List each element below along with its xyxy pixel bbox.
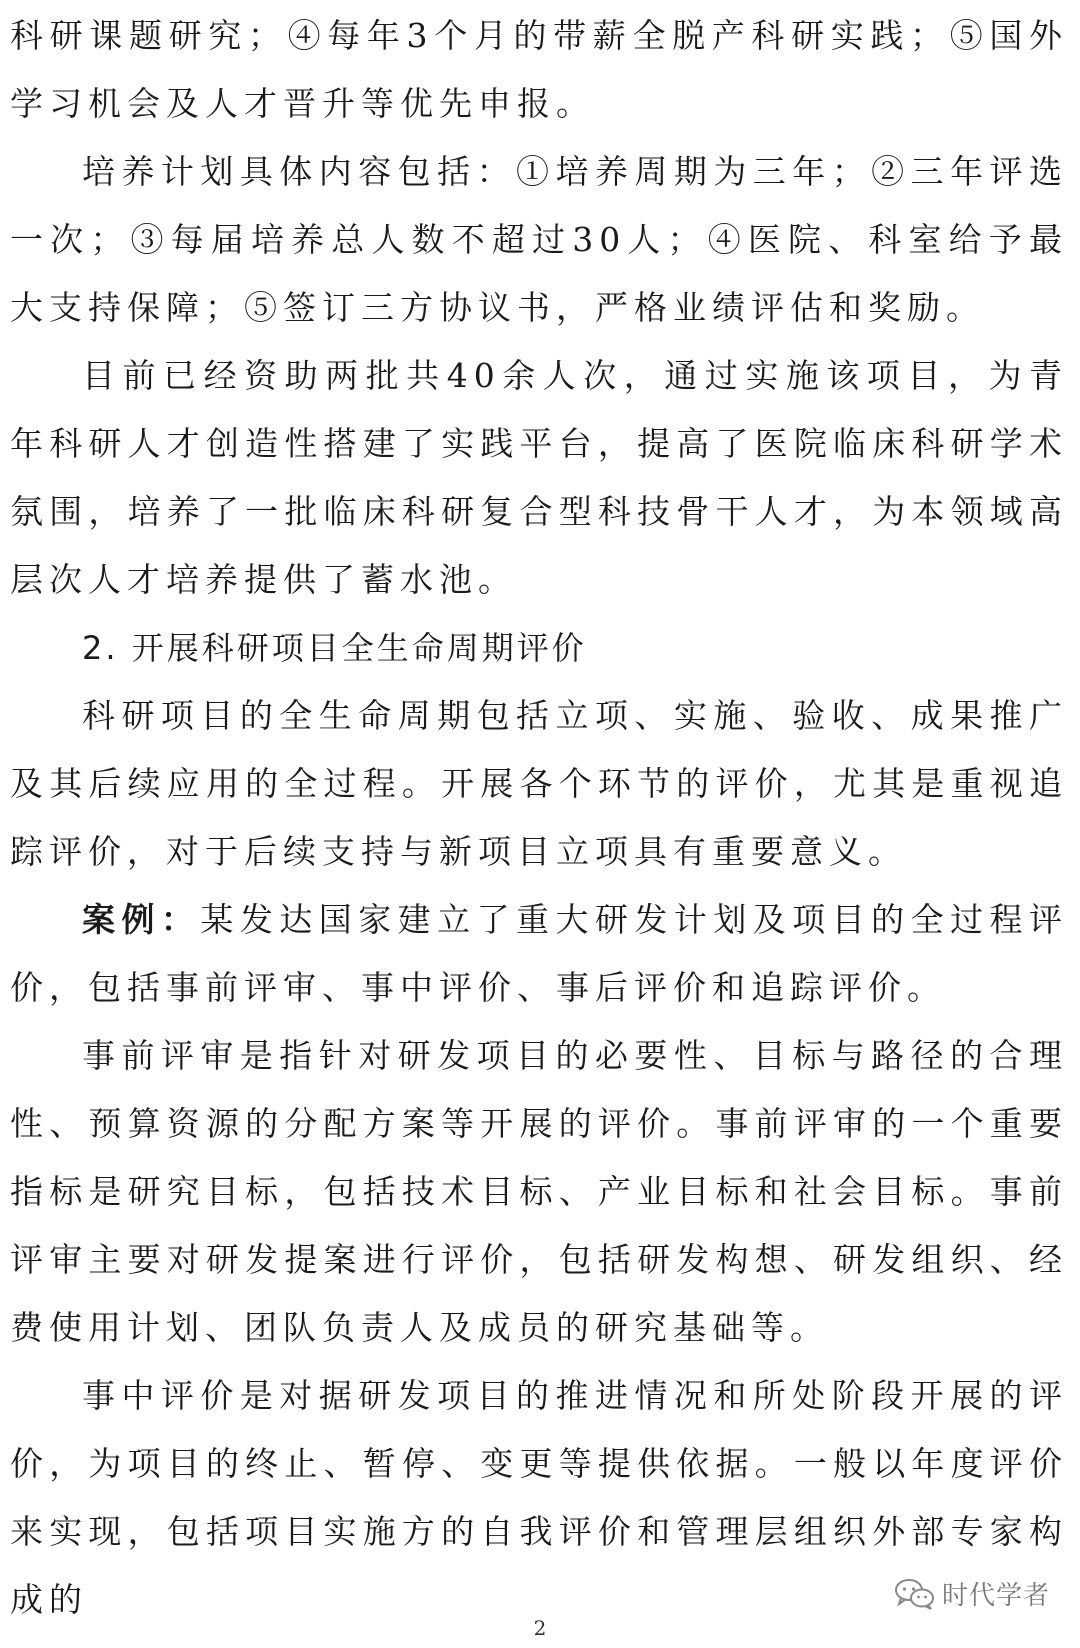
- case-text: 某发达国家建立了重大研发计划及项目的全过程评价，包括事前评审、事中评价、事后评价和追踪评价。: [10, 900, 1068, 1007]
- case-label: 案例：: [82, 900, 201, 939]
- paragraph-case: [10, 886, 1068, 1022]
- paragraph-ex-ante: 事前评审是指针对研发项目的必要性、目标与路径的合理性、预算资源的分配方案等开展的评价。事前评审的一个重要指标是研究目标，包括技术目标、产业目标和社会目标。事前评审主要对研发提案进行评价，包括研发构想、研发组织、经费使用计划、团队负责人及成员的研究基础等。: [10, 1036, 1068, 1347]
- paragraph-continued: 科研课题研究；④每年3个月的带薪全脱产科研实践；⑤国外学习机会及人才晋升等优先申报。: [10, 16, 1068, 123]
- wechat-icon: [894, 1577, 936, 1611]
- paragraph-funding-results: 目前已经资助两批共40余人次，通过实施该项目，为青年科研人才创造性搭建了实践平台，提高了医院临床科研学术氛围，培养了一批临床科研复合型科技骨干人才，为本领域高层次人才培养提供了蓄水池。: [10, 356, 1068, 599]
- paragraph-lifecycle: 科研项目的全生命周期包括立项、实施、验收、成果推广及其后续应用的全过程。开展各个环节的评价，尤其是重视追踪评价，对于后续支持与新项目立项具有重要意义。: [10, 696, 1068, 871]
- watermark-text: 时代学者: [941, 1581, 1050, 1611]
- paragraph-training-plan: 培养计划具体内容包括：①培养周期为三年；②三年评选一次；③每届培养总人数不超过30人；④医院、科室给予最大支持保障；⑤签订三方协议书，严格业绩评估和奖励。: [10, 152, 1068, 327]
- paragraph-in-process: 事中评价是对据研发项目的推进情况和所处阶段开展的评价，为项目的终止、暂停、变更等提供依据。一般以年度评价来实现，包括项目实施方的自我评价和管理层组织外部专家构成的: [10, 1376, 1068, 1619]
- wechat-watermark: [894, 1575, 1050, 1612]
- page-number: 2: [533, 1616, 547, 1640]
- document-body: [10, 2, 1068, 1634]
- section-heading: 2. 开展科研项目全生命周期评价: [82, 629, 587, 667]
